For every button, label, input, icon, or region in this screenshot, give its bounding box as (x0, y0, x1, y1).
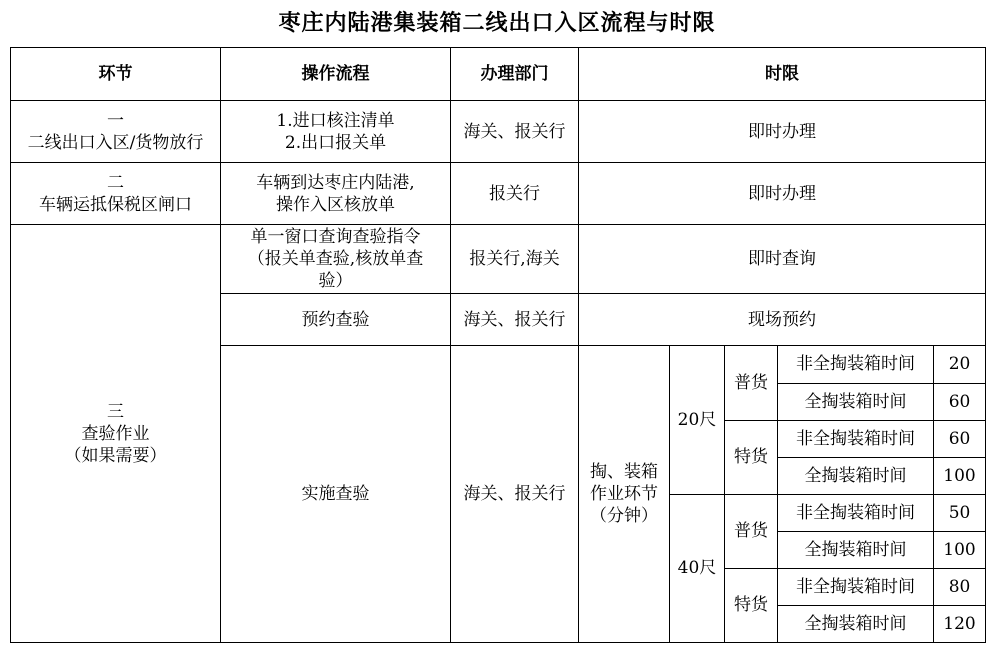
process-line: 验） (318, 271, 353, 292)
header-time-limit: 时限 (579, 48, 986, 101)
process-cell (221, 163, 451, 225)
process-cell (221, 225, 451, 294)
time-limit-cell: 即时办理 (579, 163, 986, 225)
timing-label-cell: 全掏装箱时间 (778, 605, 934, 642)
minutes-cell: 120 (934, 605, 986, 642)
stage-note: （如果需要） (64, 445, 167, 466)
time-limit-cell: 即时办理 (579, 101, 986, 163)
header-row (11, 48, 986, 101)
minutes-cell: 60 (934, 420, 986, 457)
table-row (11, 225, 986, 294)
process-line: 1.进口核注清单 (276, 110, 395, 131)
dept-cell: 报关行,海关 (451, 225, 579, 294)
process-cell (221, 101, 451, 163)
dept-cell: 海关、报关行 (451, 101, 579, 163)
process-line: 车辆到达枣庄内陆港, (256, 172, 415, 193)
timing-label-cell: 非全掏装箱时间 (778, 346, 934, 383)
cargo-type-cell: 普货 (725, 494, 778, 568)
process-table (10, 47, 986, 643)
timing-label-cell: 非全掏装箱时间 (778, 494, 934, 531)
operation-stage-line: 作业环节 (590, 484, 658, 505)
page-title: 枣庄内陆港集装箱二线出口入区流程与时限 (278, 10, 716, 36)
dept-cell: 海关、报关行 (451, 294, 579, 346)
container-size-cell: 40尺 (670, 494, 725, 642)
stage-name: 查验作业 (81, 423, 150, 444)
minutes-cell: 100 (934, 457, 986, 494)
stage-number: 一 (107, 110, 124, 131)
stage-name: 车辆运抵保税区闸口 (39, 194, 192, 215)
timing-label-cell: 全掏装箱时间 (778, 531, 934, 568)
process-cell: 预约查验 (221, 294, 451, 346)
dept-cell: 报关行 (451, 163, 579, 225)
stage-number: 二 (107, 172, 124, 193)
cargo-type-cell: 特货 (725, 420, 778, 494)
table-row (11, 101, 986, 163)
table-row (11, 163, 986, 225)
minutes-cell: 80 (934, 568, 986, 605)
process-line: 操作入区核放单 (276, 194, 395, 215)
operation-stage-line: （分钟） (590, 506, 658, 527)
stage-cell (11, 101, 221, 163)
minutes-cell: 50 (934, 494, 986, 531)
stage-name: 二线出口入区/货物放行 (27, 132, 204, 153)
operation-stage-cell (579, 346, 670, 643)
minutes-cell: 60 (934, 383, 986, 420)
timing-label-cell: 非全掏装箱时间 (778, 568, 934, 605)
process-line: （报关单查验,核放单查 (247, 249, 424, 270)
stage-number: 三 (107, 401, 124, 422)
time-limit-cell: 即时查询 (579, 225, 986, 294)
process-line: 单一窗口查询查验指令 (250, 227, 421, 248)
timing-label-cell: 全掏装箱时间 (778, 383, 934, 420)
stage-cell (11, 163, 221, 225)
time-limit-cell: 现场预约 (579, 294, 986, 346)
cargo-type-cell: 普货 (725, 346, 778, 420)
container-size-cell: 20尺 (670, 346, 725, 494)
header-dept: 办理部门 (451, 48, 579, 101)
dept-cell: 海关、报关行 (451, 346, 579, 643)
process-cell: 实施查验 (221, 346, 451, 643)
header-stage: 环节 (11, 48, 221, 101)
minutes-cell: 20 (934, 346, 986, 383)
timing-label-cell: 非全掏装箱时间 (778, 420, 934, 457)
header-process: 操作流程 (221, 48, 451, 101)
operation-stage-line: 掏、装箱 (590, 462, 658, 483)
minutes-cell: 100 (934, 531, 986, 568)
process-line: 2.出口报关单 (284, 132, 387, 153)
cargo-type-cell: 特货 (725, 568, 778, 642)
stage-cell (11, 225, 221, 643)
timing-label-cell: 全掏装箱时间 (778, 457, 934, 494)
